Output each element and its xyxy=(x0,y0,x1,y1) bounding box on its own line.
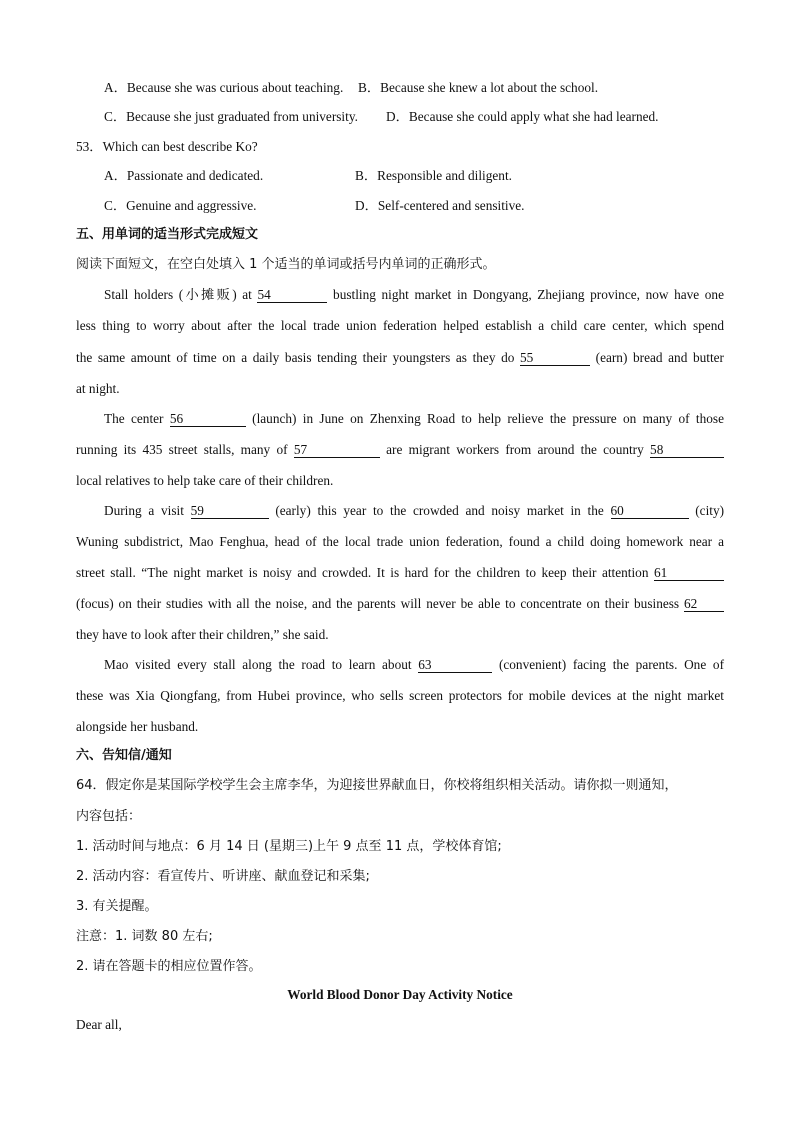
q52-option-d: D．Because she could apply what she had learned. xyxy=(386,109,659,124)
section6-heading: 六、告知信/通知 xyxy=(76,748,172,763)
passage-text: street stall. “The night market is noisy and crowded. It is hard for the children to keep their attention xyxy=(76,565,649,580)
blank-59: 59 xyxy=(191,503,269,519)
passage-line xyxy=(76,349,724,367)
q64-prompt-cont: 内容包括： xyxy=(76,809,142,824)
q64-note-2: 2. 请在答题卡的相应位置作答。 xyxy=(76,959,262,974)
passage-line xyxy=(104,656,724,674)
q64-item-2: 2. 活动内容：看宣传片、听讲座、献血登记和采集; xyxy=(76,869,370,884)
passage-text: bustling night market in Dongyang, Zhejiang province, now have one xyxy=(333,287,724,302)
passage-text: (city) xyxy=(695,503,725,518)
notice-title: World Blood Donor Day Activity Notice xyxy=(287,987,513,1002)
passage-line xyxy=(104,502,724,520)
section5-instruction: 阅读下面短文，在空白处填入 1 个适当的单词或括号内单词的正确形式。 xyxy=(76,257,496,272)
passage-text: (convenient) facing the parents. One of xyxy=(498,657,724,672)
blank-58: 58 xyxy=(650,442,724,458)
passage-line: Wuning subdistrict, Mao Fenghua, head of the local trade union federation, found a child doing homework near a xyxy=(76,534,724,549)
q53-option-c: C．Genuine and aggressive. xyxy=(104,198,257,213)
passage-text: The center xyxy=(104,411,164,426)
blank-56: 56 xyxy=(170,411,246,427)
passage-text: (early) this year to the crowded and noisy market in the xyxy=(275,503,604,518)
q64-item-3: 3. 有关提醒。 xyxy=(76,899,158,914)
passage-line xyxy=(76,564,724,582)
passage-text: Stall holders (小摊贩) at xyxy=(104,287,252,302)
q64-prompt: 64．假定你是某国际学校学生会主席李华，为迎接世界献血日，你校将组织相关活动。请你拟一则通知， xyxy=(76,778,678,793)
passage-line: local relatives to help take care of their children. xyxy=(76,473,334,488)
passage-line: less thing to worry about after the local trade union federation helped establish a child care center, which spend xyxy=(76,318,724,333)
passage-text: (earn) bread and butter xyxy=(595,350,724,365)
blank-60: 60 xyxy=(611,503,689,519)
passage-text: are migrant workers from around the country xyxy=(386,442,644,457)
section5-heading: 五、用单词的适当形式完成短文 xyxy=(76,227,259,242)
blank-57: 57 xyxy=(294,442,380,458)
blank-55: 55 xyxy=(520,350,590,366)
q64-item-1: 1. 活动时间与地点：6 月 14 日 (星期三)上午 9 点至 11 点，学校体育馆; xyxy=(76,839,502,854)
passage-line xyxy=(76,441,724,459)
passage-text: During a visit xyxy=(104,503,184,518)
passage-text: running its 435 street stalls, many of xyxy=(76,442,288,457)
passage-line: alongside her husband. xyxy=(76,719,199,734)
q52-option-c: C．Because she just graduated from university. xyxy=(104,109,358,124)
q53-option-d: D．Self-centered and sensitive. xyxy=(355,198,525,213)
passage-line: at night. xyxy=(76,381,120,396)
blank-63: 63 xyxy=(418,657,492,673)
passage-text: Mao visited every stall along the road to learn about xyxy=(104,657,412,672)
passage-line xyxy=(104,286,724,304)
q52-option-a: A．Because she was curious about teaching. xyxy=(104,80,344,95)
blank-61: 61 xyxy=(654,565,724,581)
passage-line: these was Xia Qiongfang, from Hubei province, who sells screen protectors for mobile devices at the night market xyxy=(76,688,724,703)
blank-62: 62 xyxy=(684,596,724,612)
notice-salutation: Dear all, xyxy=(76,1017,122,1032)
passage-text: (launch) in June on Zhenxing Road to help relieve the pressure on many of those xyxy=(252,411,724,426)
passage-text: the same amount of time on a daily basis tending their youngsters as they do xyxy=(76,350,515,365)
passage-line xyxy=(104,410,724,428)
passage-line xyxy=(76,595,724,613)
passage-text: (focus) on their studies with all the noise, and the parents will never be able to concentrate on their business xyxy=(76,596,680,611)
q53-option-a: A．Passionate and dedicated. xyxy=(104,168,264,183)
q64-note-1: 注意：1. 词数 80 左右; xyxy=(76,929,213,944)
q53-option-b: B．Responsible and diligent. xyxy=(355,168,512,183)
q52-option-b: B．Because she knew a lot about the school. xyxy=(358,80,599,95)
q53-question: 53．Which can best describe Ko? xyxy=(76,139,258,154)
passage-line: they have to look after their children,” she said. xyxy=(76,627,329,642)
blank-54: 54 xyxy=(257,287,327,303)
